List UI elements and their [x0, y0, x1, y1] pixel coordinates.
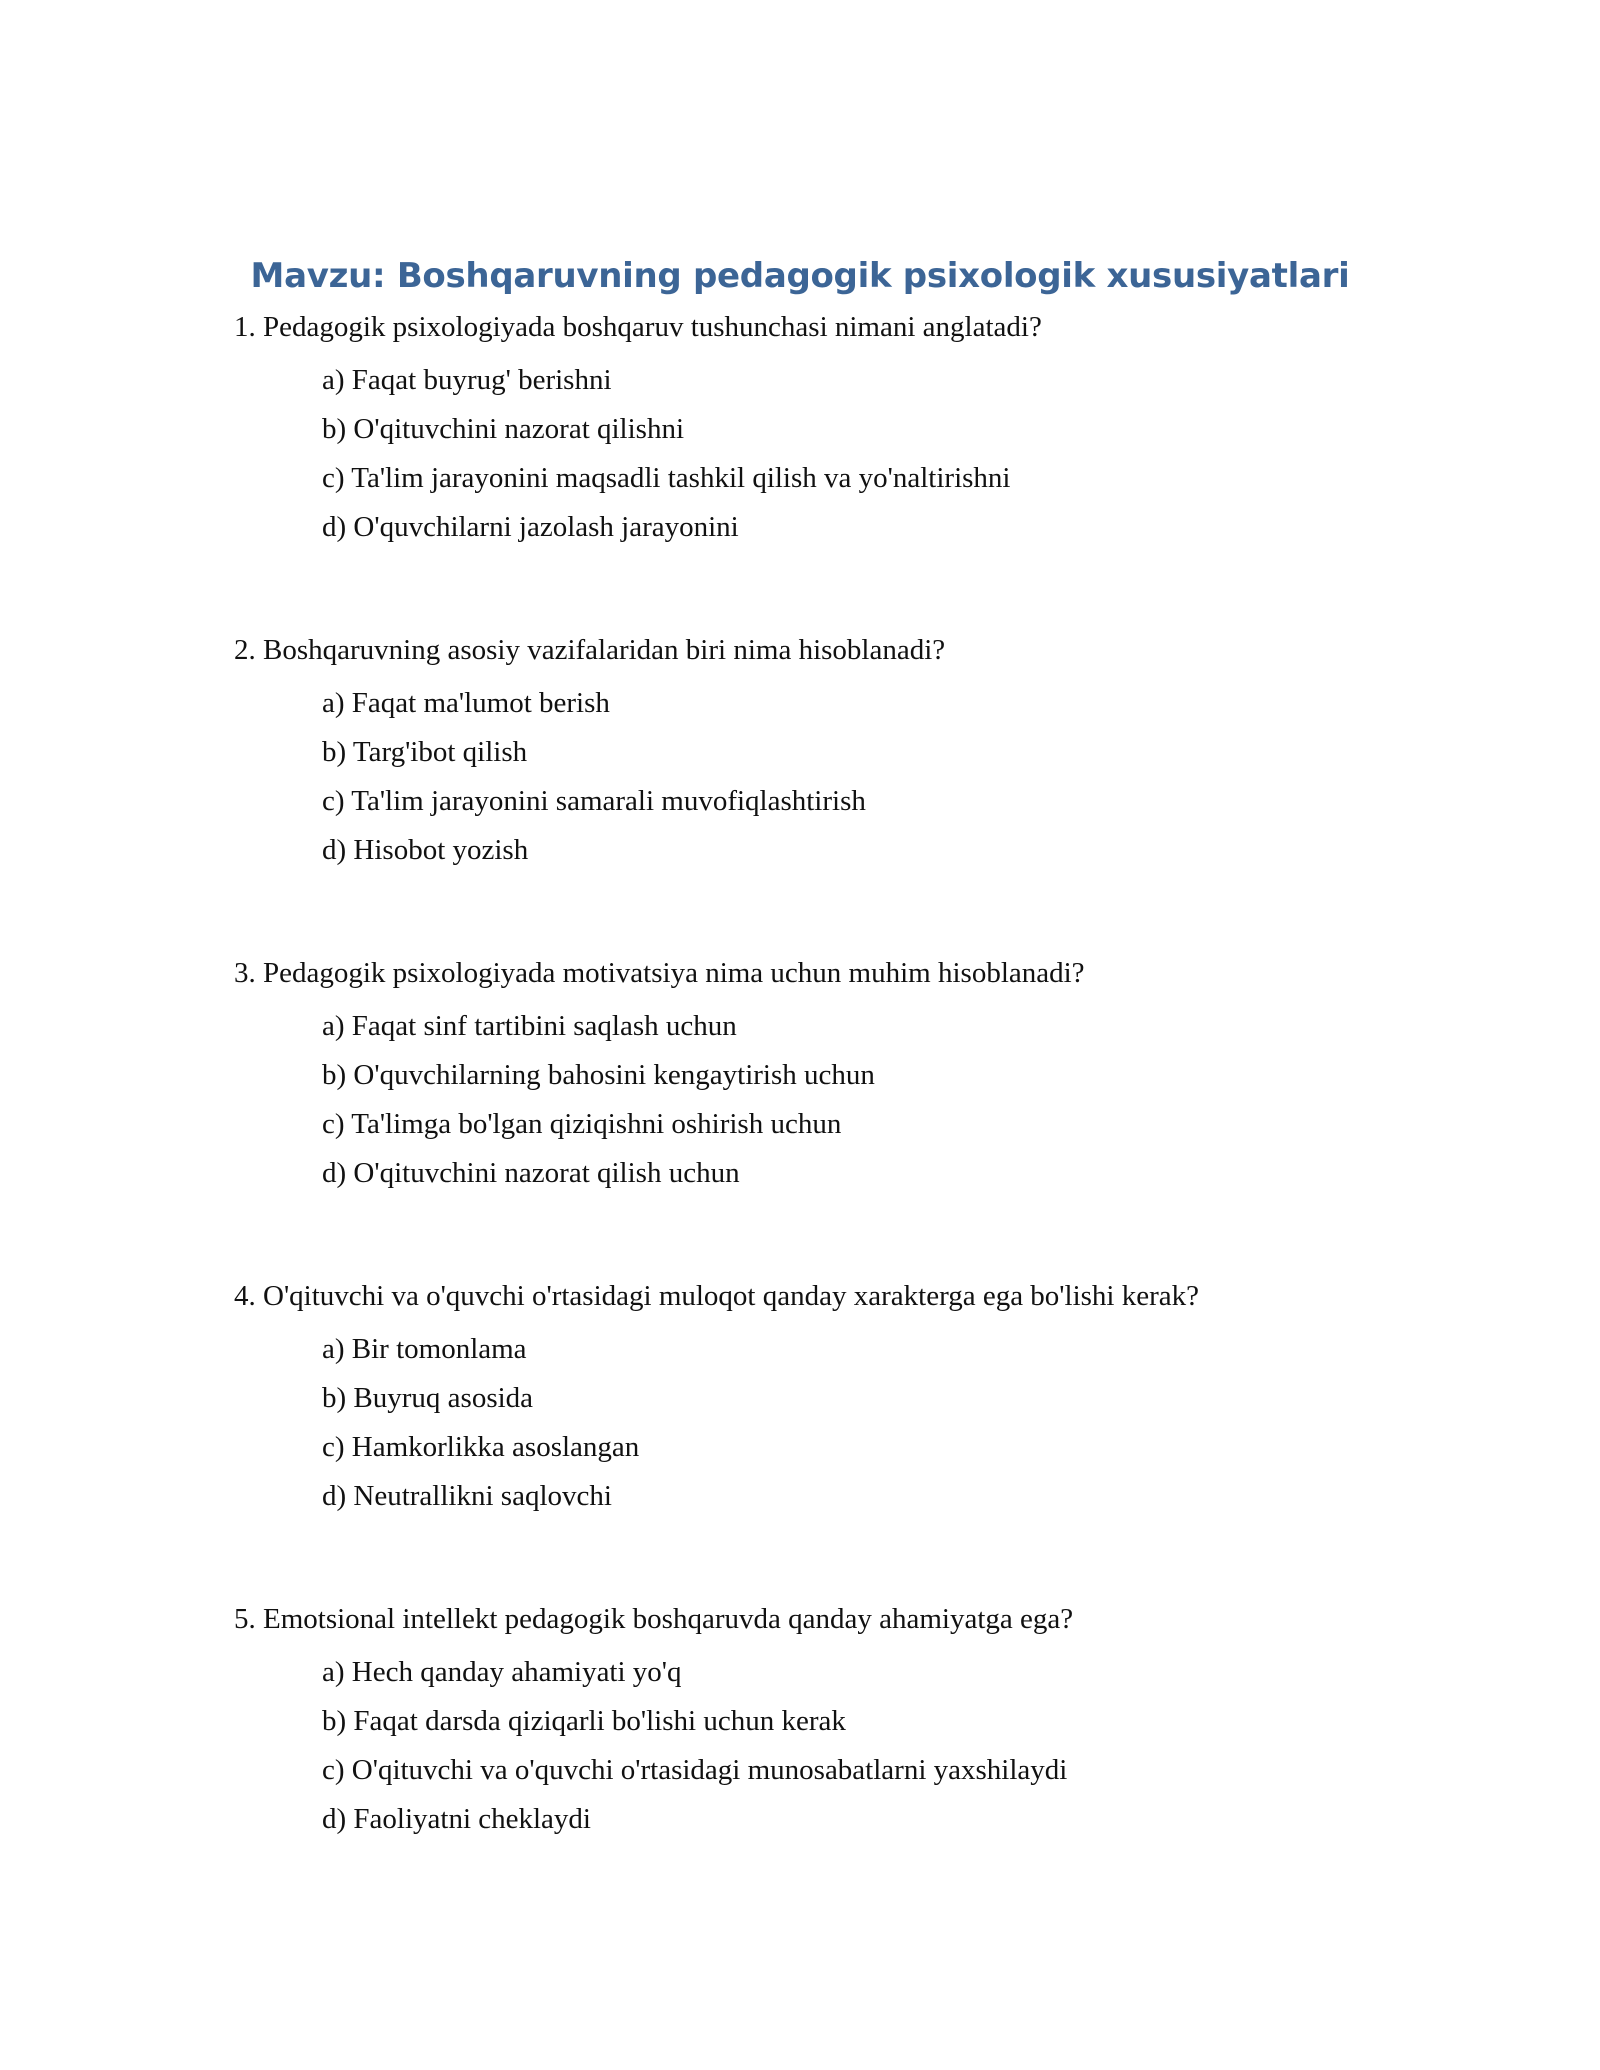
option-list — [322, 1648, 1067, 1844]
option-c: c) Ta'lim jarayonini maqsadli tashkil qilish va yo'naltirishni — [322, 462, 1011, 494]
option-b: b) O'quvchilarning bahosini kengaytirish uchun — [322, 1059, 875, 1091]
option-a: a) Faqat ma'lumot berish — [322, 687, 610, 719]
option-a: a) Hech qanday ahamiyati yo'q — [322, 1656, 682, 1688]
question-text: 2. Boshqaruvning asosiy vazifalaridan biri nima hisoblanadi? — [234, 634, 946, 666]
option-c: c) Hamkorlikka asoslangan — [322, 1431, 640, 1463]
document-title: Mavzu: Boshqaruvning pedagogik psixologik xususiyatlari — [250, 256, 1350, 296]
question-text: 4. O'qituvchi va o'quvchi o'rtasidagi muloqot qanday xarakterga ega bo'lishi kerak? — [234, 1280, 1200, 1312]
option-c: c) O'qituvchi va o'quvchi o'rtasidagi munosabatlarni yaxshilaydi — [322, 1754, 1068, 1786]
option-b: b) Faqat darsda qiziqarli bo'lishi uchun kerak — [322, 1705, 846, 1737]
question-text: 5. Emotsional intellekt pedagogik boshqaruvda qanday ahamiyatga ega? — [234, 1603, 1074, 1635]
option-a: a) Faqat sinf tartibini saqlash uchun — [322, 1010, 737, 1042]
option-list — [322, 679, 866, 875]
option-list — [322, 1002, 875, 1198]
option-d: d) Faoliyatni cheklaydi — [322, 1803, 591, 1835]
option-c: c) Ta'lim jarayonini samarali muvofiqlashtirish — [322, 785, 866, 817]
question-text: 3. Pedagogik psixologiyada motivatsiya nima uchun muhim hisoblanadi? — [234, 957, 1085, 989]
option-d: d) Hisobot yozish — [322, 834, 529, 866]
option-b: b) Targ'ibot qilish — [322, 736, 528, 768]
option-d: d) O'quvchilarni jazolash jarayonini — [322, 511, 739, 543]
option-d: d) O'qituvchini nazorat qilish uchun — [322, 1157, 740, 1189]
option-b: b) Buyruq asosida — [322, 1382, 534, 1414]
option-b: b) O'qituvchini nazorat qilishni — [322, 413, 685, 445]
question-text: 1. Pedagogik psixologiyada boshqaruv tushunchasi nimani anglatadi? — [234, 311, 1042, 343]
option-a: a) Bir tomonlama — [322, 1333, 527, 1365]
option-d: d) Neutrallikni saqlovchi — [322, 1480, 612, 1512]
option-list — [322, 356, 1010, 552]
option-list — [322, 1325, 639, 1521]
option-c: c) Ta'limga bo'lgan qiziqishni oshirish uchun — [322, 1108, 842, 1140]
option-a: a) Faqat buyrug' berishni — [322, 364, 612, 396]
